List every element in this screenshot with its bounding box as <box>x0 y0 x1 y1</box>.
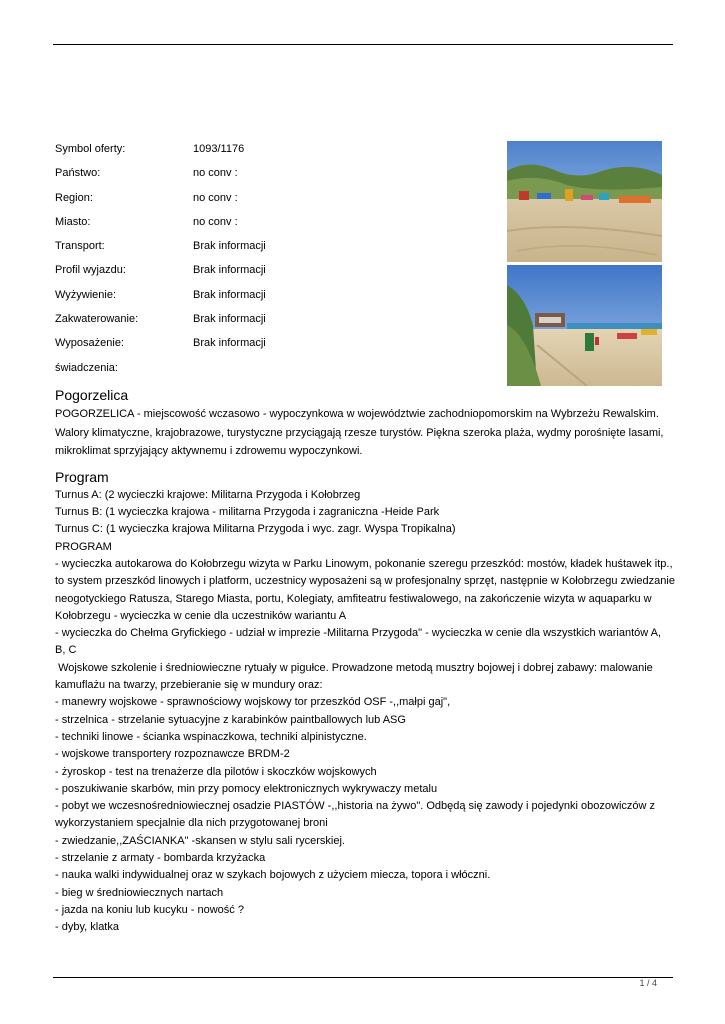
beach-photo-1 <box>507 141 662 262</box>
info-label: Region: <box>55 191 93 204</box>
info-label: Profil wyjazdu: <box>55 264 126 277</box>
offer-content <box>55 385 675 937</box>
program-line: Turnus B: (1 wycieczka krajowa - militarna Przygoda i zagraniczna -Heide Park <box>55 506 440 519</box>
program-line: to system przeszkód linowych i platform, uczestnicy wyposażeni są w profesjonalny sprzęt, następnie w Kołobrzegu zwiedzanie <box>55 575 675 588</box>
program-line: Turnus A: (2 wycieczki krajowe: Militarna Przygoda i Kołobrzeg <box>55 488 361 501</box>
program-line: - strzelanie z armaty - bombarda krzyżacka <box>55 852 266 865</box>
footer-rule <box>53 977 673 978</box>
program-line: - techniki linowe - ścianka wspinaczkowa, techniki alpinistyczne. <box>55 730 367 743</box>
info-value: Brak informacji <box>193 288 266 301</box>
info-value: Brak informacji <box>193 313 266 326</box>
page-number: 1 / 4 <box>639 978 657 988</box>
info-label: Zakwaterowanie: <box>55 313 139 326</box>
program-line: - wojskowe transportery rozpoznawcze BRDM-2 <box>55 748 290 761</box>
program-line: - wycieczka do Chełma Gryfickiego - udział w imprezie -Militarna Przygoda" - wycieczka w cenie dla wszystkich wariantów A, <box>55 627 662 640</box>
info-label: Wyżywienie: <box>55 288 117 301</box>
description-line: Walory klimatyczne, krajobrazowe, turystyczne przyciągają rzesze turystów. Piękna szeroka plaża, wydmy porośnięte lasami, <box>55 426 664 439</box>
program-line: - jazda na koniu lub kucyku - nowość ? <box>55 903 244 916</box>
program-list <box>55 487 675 937</box>
program-line: - bieg w średniowiecznych nartach <box>55 886 224 899</box>
info-value: Brak informacji <box>193 337 266 350</box>
program-line: - pobyt we wczesnośredniowiecznej osadzie PIASTÓW -,,historia na żywo". Odbędą się zawody i pojedynki obozowiczów z <box>55 800 656 813</box>
heading-program: Program <box>55 468 109 485</box>
pogorzelica-description <box>55 405 675 461</box>
program-line: - poszukiwanie skarbów, min przy pomocy elektronicznych wykrywaczy metalu <box>55 782 438 795</box>
program-line: - wycieczka autokarowa do Kołobrzegu wizyta w Parku Linowym, pokonanie szeregu przeszkód: mostów, kładek huśtawek itp., <box>55 557 673 570</box>
program-line: Turnus C: (1 wycieczka krajowa Militarna Przygoda i wyc. zagr. Wyspa Tropikalna) <box>55 523 456 536</box>
info-value: Brak informacji <box>193 240 266 253</box>
info-label: Państwo: <box>55 167 101 180</box>
program-line: B, C <box>55 644 77 657</box>
info-label: Transport: <box>55 240 105 253</box>
program-line: - dyby, klatka <box>55 921 119 934</box>
program-line: Wojskowe szkolenie i średniowieczne rytuały w pigułce. Prowadzone metodą musztry bojowej i dobrej zabawy: malowanie <box>55 661 653 674</box>
info-label: Miasto: <box>55 215 91 228</box>
program-line: PROGRAM <box>55 540 112 553</box>
info-value: Brak informacji <box>193 264 266 277</box>
info-value: no conv : <box>193 167 238 180</box>
program-line: neogotyckiego Ratusza, Starego Miasta, portu, Kolegiaty, amfiteatru festiwalowego, na zakończenie wizyta w aquaparku w <box>55 592 652 605</box>
header-rule <box>53 44 673 45</box>
program-line: wykorzystaniem specjalnie dla nich przygotowanej broni <box>55 817 328 830</box>
program-line: - żyroskop - test na trenażerze dla pilotów i skoczków wojskowych <box>55 765 377 778</box>
program-line: - manewry wojskowe - sprawnościowy wojskowy tor przeszkód OSF -,,małpi gaj", <box>55 696 451 709</box>
info-label: świadczenia: <box>55 361 118 374</box>
info-label: Symbol oferty: <box>55 143 126 155</box>
description-line: mikroklimat sprzyjający aktywnemu i zdrowemu wypoczynkowi. <box>55 445 363 458</box>
beach-photo-2 <box>507 265 662 386</box>
info-value: no conv : <box>193 191 238 204</box>
info-value: no conv : <box>193 215 238 228</box>
info-value: 1093/1176 <box>193 143 245 155</box>
description-line: POGORZELICA - miejscowość wczasowo - wypoczynkowa w województwie zachodniopomorskim na Wybrzeżu Rewalskim. <box>55 408 659 420</box>
program-line: - nauka walki indywidualnej oraz w szykach bojowych z użyciem miecza, topora i włóczni. <box>55 869 491 882</box>
program-line: kamuflażu na twarzy, przebieranie się w mundury oraz: <box>55 679 323 692</box>
program-line: - strzelnica - strzelanie sytuacyjne z karabinków paintballowych lub ASG <box>55 713 406 726</box>
heading-pogorzelica: Pogorzelica <box>55 387 129 403</box>
program-line: - zwiedzanie,,ZAŚCIANKA" -skansen w stylu sali rycerskiej. <box>55 834 345 847</box>
program-line: Kołobrzegu - wycieczka w cenie dla uczestników wariantu A <box>55 609 347 622</box>
info-label: Wyposażenie: <box>55 337 124 350</box>
